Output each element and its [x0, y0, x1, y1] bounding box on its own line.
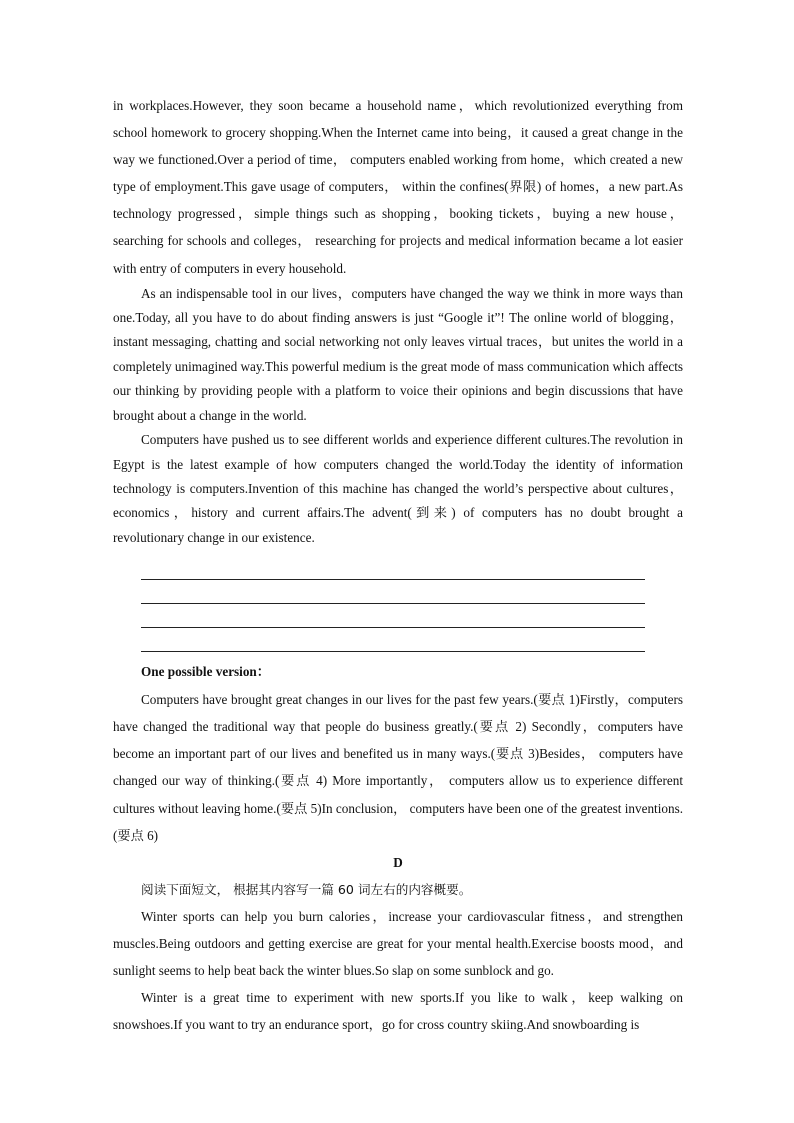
answer-line[interactable]: [141, 628, 645, 652]
passage-c-paragraph-1: in workplaces.However, they soon became a household name，which revolutionized everything from school homework to grocery shopping.When the Internet came into being，it caused a great change in the way we functioned.Over a period of time， computers enabled working from home，which created a new type of employment.This gave usage of computers， within the confines(界限) of homes，a new part.As technology progressed，simple things such as shopping，booking tickets，buying a new house， searching for schools and colleges， researching for projects and medical information became a lot easier with entry of computers in every household.: [113, 98, 683, 276]
passage-d-paragraph-1: Winter sports can help you burn calories，increase your cardiovascular fitness，and strengthen muscles.Being outdoors and getting exercise are great for your mental health.Exercise boosts mood，and sunlight seems to help beat back the winter blues.So slap on some sunblock and go.: [113, 908, 683, 978]
passage-c-paragraph-3: Computers have pushed us to see different worlds and experience different cultures.The revolution in Egypt is the latest example of how computers changed the world.Today the identity of information technology is computers.Invention of this machine has changed the world’s perspective about cultures，economics，history and current affairs.The advent(到来) of computers has no doubt brought a revolutionary change in our existence.: [113, 432, 683, 545]
document-page: [113, 92, 683, 1038]
passage-d-paragraph-2: Winter is a great time to experiment with new sports.If you like to walk，keep walking on snowshoes.If you want to try an endurance sport，go for cross country skiing.And snowboarding is: [113, 990, 683, 1033]
section-instruction: 阅读下面短文， 根据其内容写一篇 60 词左右的内容概要。: [141, 881, 472, 897]
answer-line[interactable]: [141, 604, 645, 628]
section-heading: D: [393, 854, 403, 870]
answer-line[interactable]: [141, 556, 645, 580]
answer-label: One possible version：: [141, 664, 270, 680]
passage-c-paragraph-2: As an indispensable tool in our lives，computers have changed the way we think in more ways than one.Today, all you have to do about finding answers is just “Google it”! The online world of blogging，instant messaging, chatting and social networking not only leaves virtual traces，but unites the world in a completely unimagined way.This powerful medium is the great mode of mass communication which affects our thinking by providing people with a platform to voice their opinions and begin discussions that have brought about a change in the world.: [113, 285, 683, 423]
answer-line[interactable]: [141, 580, 645, 604]
answer-lines: [141, 556, 645, 652]
answer-text: Computers have brought great changes in our lives for the past few years.(要点 1)Firstly，computers have changed the traditional way that people do business greatly.(要点 2) Secondly，computers have become an important part of our lives and benefited us in many ways.(要点 3)Besides， computers have changed our way of thinking.(要点 4) More importantly， computers allow us to experience different cultures without leaving home.(要点 5)In conclusion， computers have been one of the greatest inventions.(要点 6): [113, 692, 683, 843]
